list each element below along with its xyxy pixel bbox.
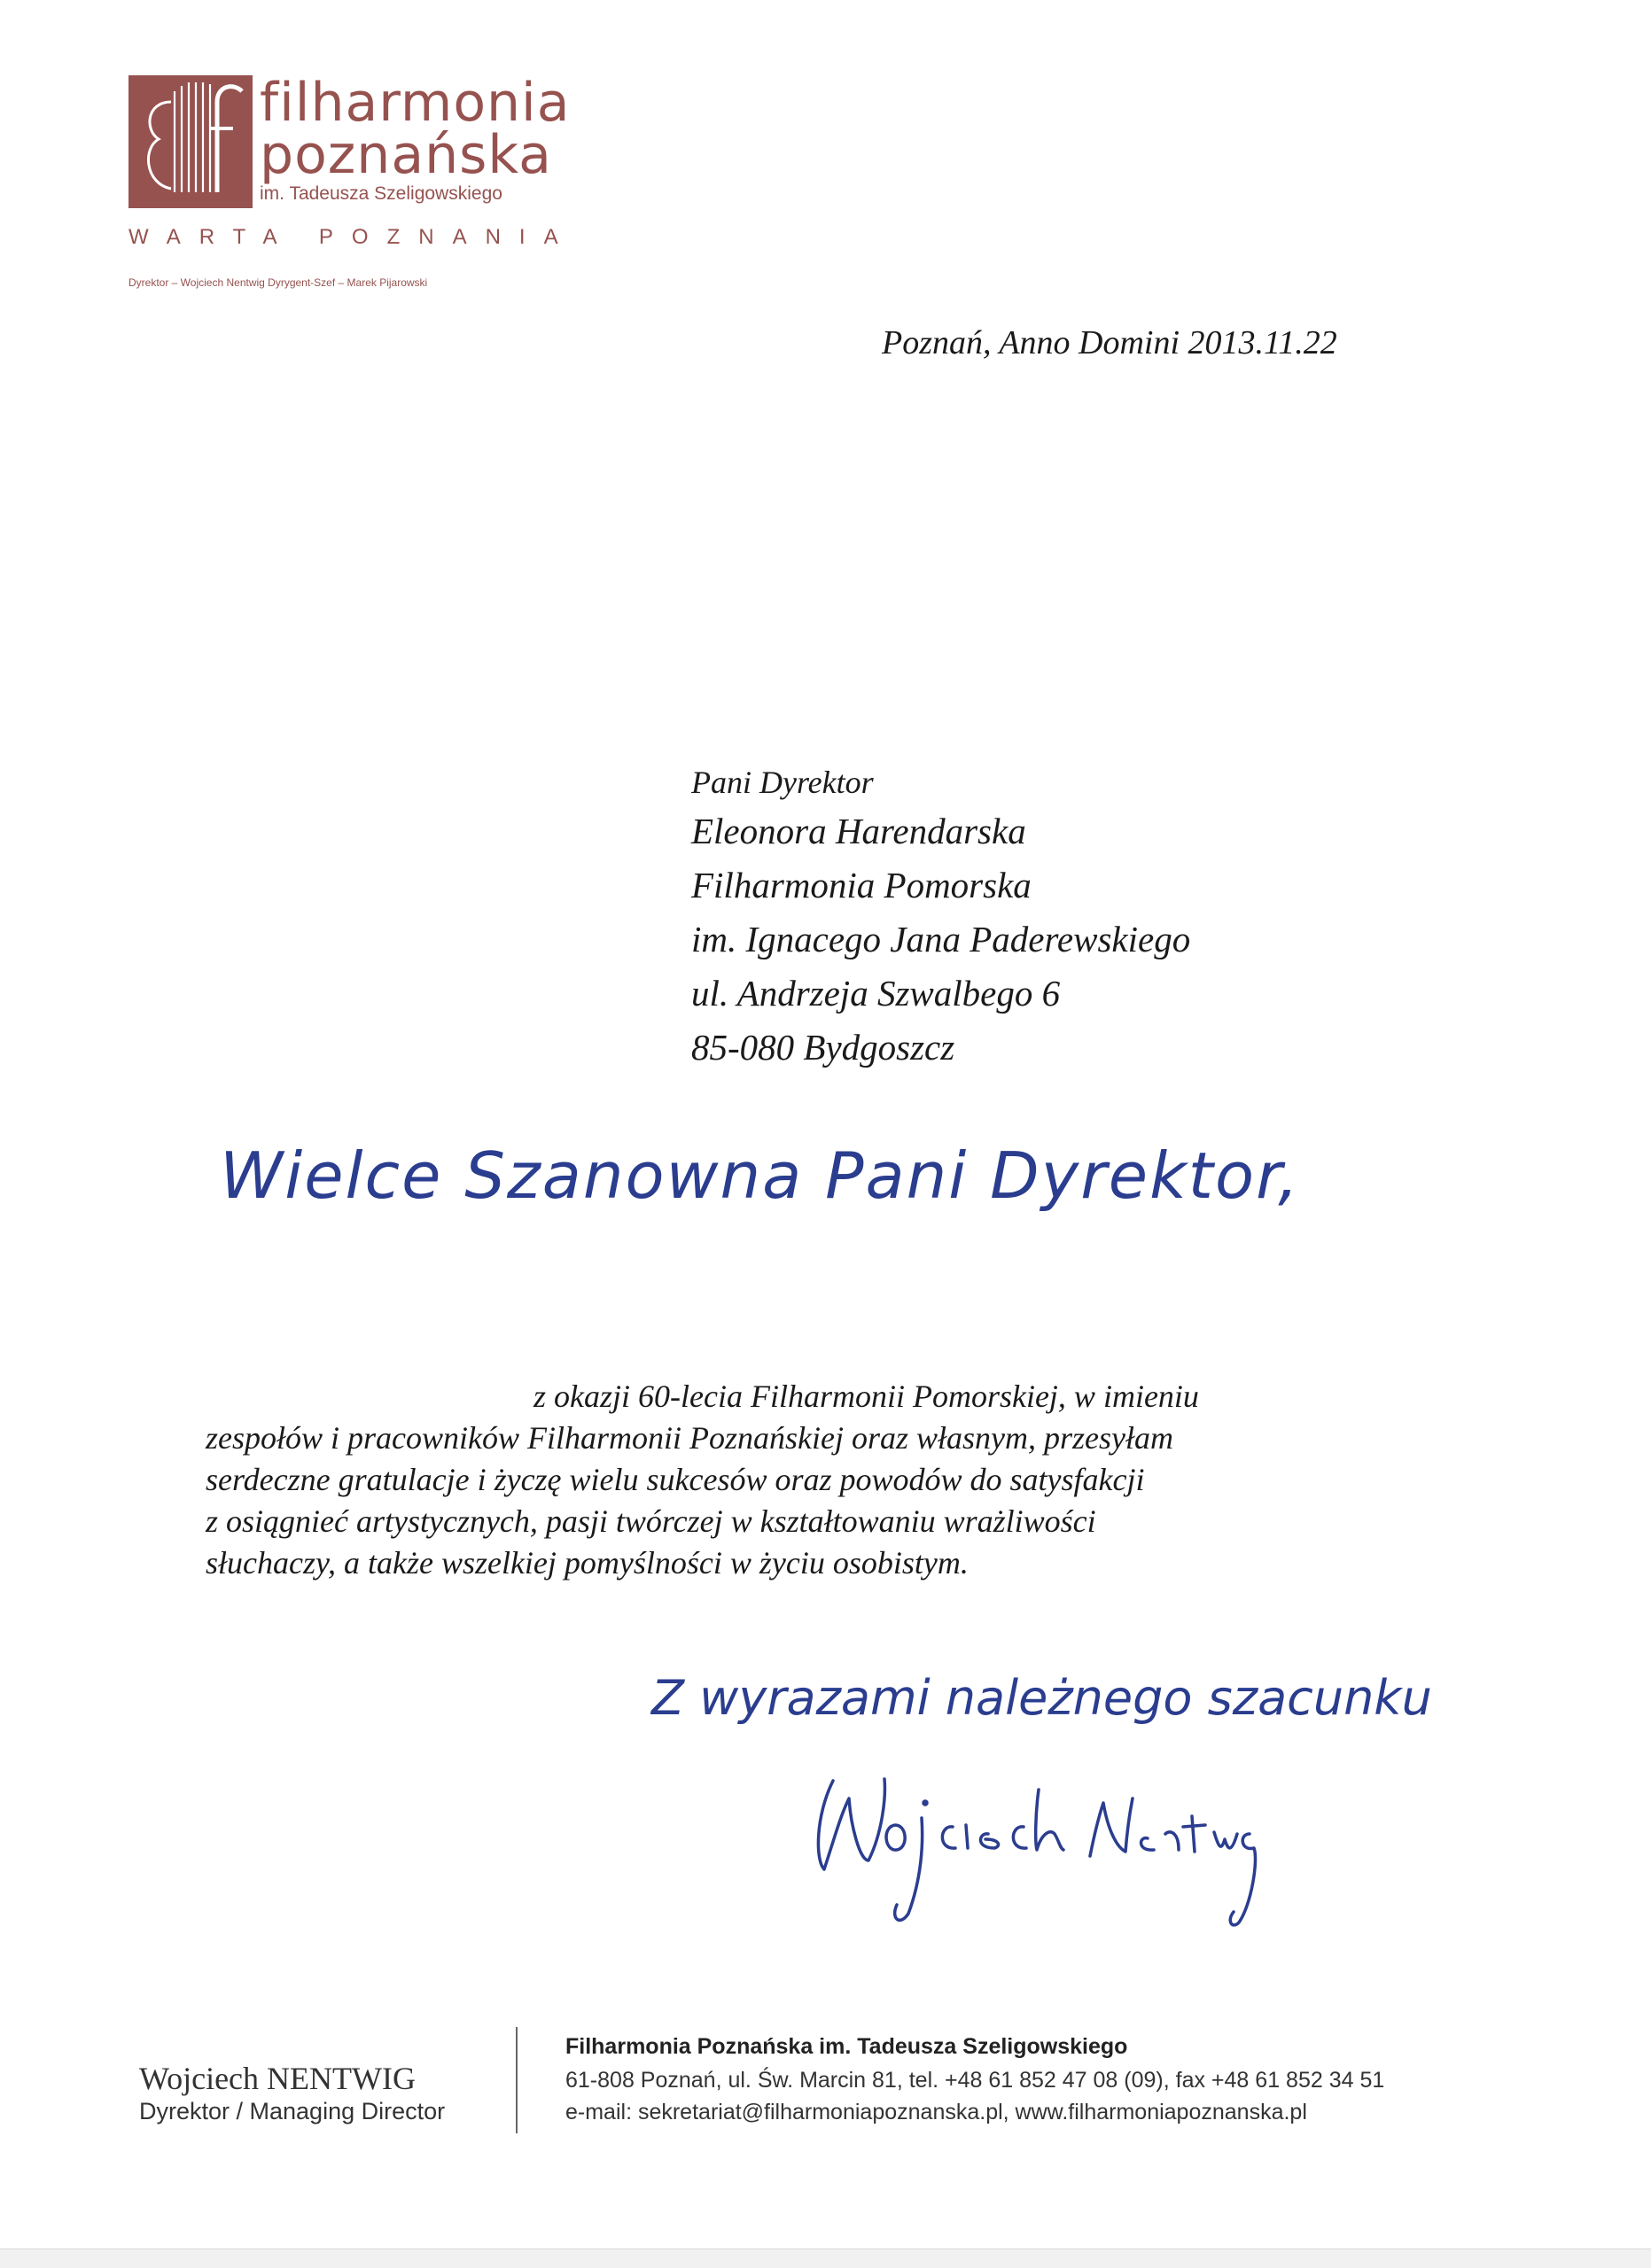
footer-divider [516,2027,518,2133]
recipient-title: Pani Dyrektor [691,765,874,800]
recipient-street: ul. Andrzeja Szwalbego 6 [691,973,1061,1014]
philharmonic-logo-icon [128,75,253,208]
body-line: serdeczne gratulacje i życzę wielu sukcesów oraz powodów do satysfakcji [206,1462,1145,1497]
directors-line: Dyrektor – Wojciech Nentwig Dyrygent-Szef – Marek Pijarowski [128,276,428,289]
page-bottom-edge [0,2249,1651,2268]
handwritten-closing: Z wyrazami należnego szacunku [651,1670,1432,1726]
recipient-name: Eleonora Harendarska [691,811,1026,851]
handwritten-salutation: Wielce Szanowna Pani Dyrektor, [220,1138,1300,1213]
recipient-city: 85-080 Bydgoszcz [691,1027,955,1068]
footer-director-name: Wojciech NENTWIG [139,2061,416,2096]
recipient-address [691,760,1190,1075]
brand-name-city: poznańska [260,124,552,186]
body-line: słuchaczy, a także wszelkiej pomyślności w życiu osobistym. [206,1545,969,1581]
body-line: z okazji 60-lecia Filharmonii Pomorskiej, w imieniu [533,1379,1199,1414]
signature-icon [798,1763,1294,1940]
footer-organization: Filharmonia Poznańska im. Tadeusza Szeligowskiego [565,2034,1128,2059]
recipient-organization-patron: im. Ignacego Jana Paderewskiego [691,919,1191,959]
brand-motto: WARTA POZNANIA [128,225,577,249]
recipient-organization: Filharmonia Pomorska [691,865,1032,905]
body-line: z osiągnieć artystycznych, pasji twórczej w kształtowaniu wrażliwości [206,1503,1096,1539]
letter-body [206,1376,1446,1584]
footer-web: e-mail: sekretariat@filharmoniapoznanska.pl, www.filharmoniapoznanska.pl [565,2100,1307,2124]
body-line: zespołów i pracowników Filharmonii Poznańskiej oraz własnym, przesyłam [206,1420,1173,1456]
brand-name: filharmonia [260,72,571,134]
footer-contact: 61-808 Poznań, ul. Św. Marcin 81, tel. +48 61 852 47 08 (09), fax +48 61 852 34 51 [565,2068,1385,2093]
letter-date: Poznań, Anno Domini 2013.11.22 [882,324,1337,361]
footer-director-role: Dyrektor / Managing Director [139,2098,446,2124]
brand-patron: im. Tadeusza Szeligowskiego [260,183,502,204]
